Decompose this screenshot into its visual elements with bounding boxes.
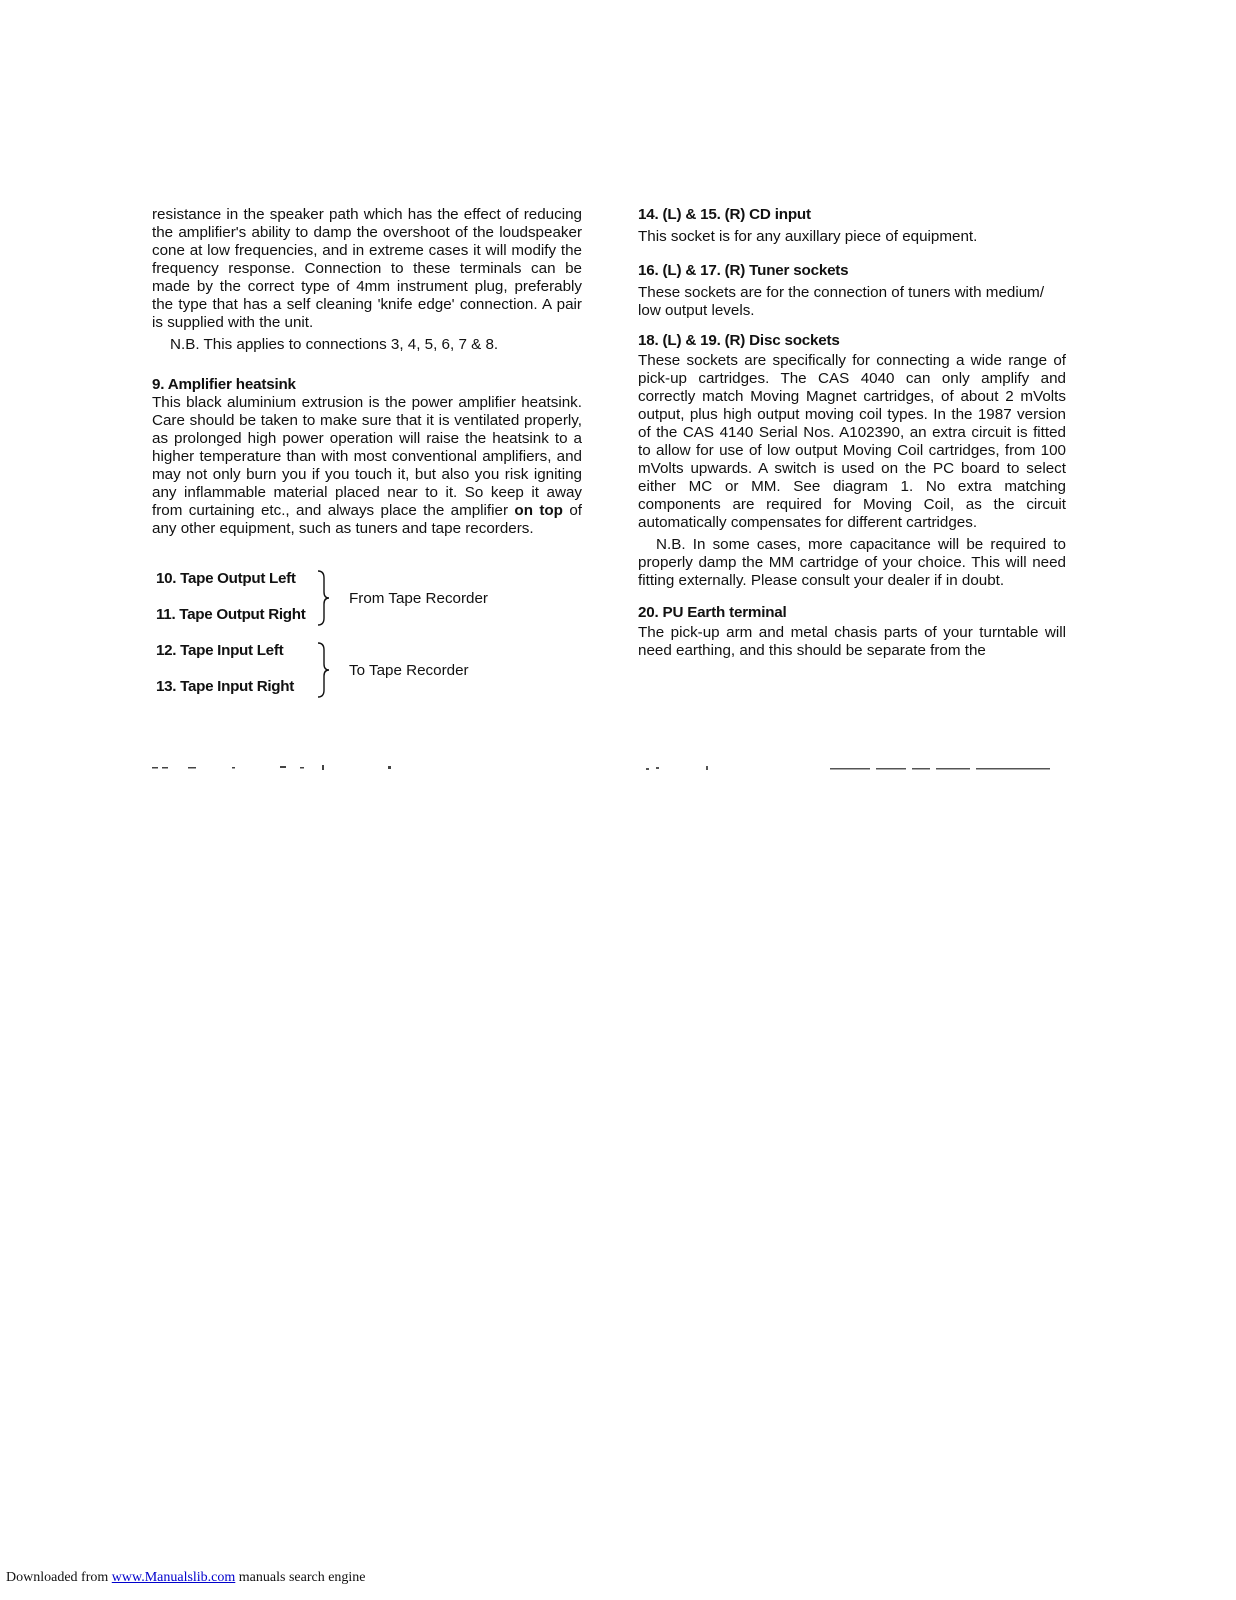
tape-input-brace — [316, 642, 330, 698]
section-14-body: This socket is for any auxillary piece of equipment. — [638, 228, 978, 245]
section-16-heading: 16. (L) & 17. (R) Tuner sockets — [638, 262, 849, 279]
footer-prefix: Downloaded from — [6, 1570, 109, 1585]
right-column — [638, 206, 1066, 660]
scan-artifact-right — [640, 764, 1056, 772]
nb-note-connections: N.B. This applies to connections 3, 4, 5, 6, 7 & 8. — [170, 336, 499, 353]
scan-artifact-left — [150, 764, 410, 772]
tape-input-description: To Tape Recorder — [349, 662, 469, 679]
manualslib-link[interactable]: www.Manualslib.com — [111, 1570, 236, 1585]
tape-input-block — [156, 642, 516, 700]
tape-output-left-label: 10. Tape Output Left — [156, 570, 296, 587]
section-18-nb-note: N.B. In some cases, more capacitance will be required to properly damp the MM cartridge of your choice. This will need fitting externally. Please consult your dealer if in doubt. — [638, 536, 1066, 589]
section-16-body: These sockets are for the connection of tuners with medium/ low output levels. — [638, 284, 1045, 319]
section-14-heading: 14. (L) & 15. (R) CD input — [638, 206, 811, 223]
section-9-body-bold: on top — [514, 502, 563, 519]
footer-suffix: manuals search engine — [238, 1570, 366, 1585]
tape-input-right-label: 13. Tape Input Right — [156, 678, 294, 695]
tape-output-brace — [316, 570, 330, 626]
download-footer — [6, 1570, 366, 1586]
tape-output-right-label: 11. Tape Output Right — [156, 606, 306, 623]
section-18-body: These sockets are specifically for connecting a wide range of pick-up cartridges. The CAS 4040 can only amplify and correctly match Moving Magnet cartridges, of about 2 mVolts output, plus high output moving coil types. In the 1987 version of the CAS 4140 Serial Nos. A102390, an extra circuit is fitted to allow for use of low output Moving Coil cartridges, from 100 mVolts upwards. A switch is used on the PC board to select either MC or MM. See diagram 1. No extra matching components are required for Moving Coil, as the circuit automatically compensates for different cartridges. — [638, 352, 1066, 531]
intro-paragraph: resistance in the speaker path which has the effect of reducing the amplifier's ability to damp the overshoot of the loudspeaker cone at low frequencies, and in extreme cases it will modify the frequency response. Connection to these terminals can be made by the correct type of 4mm instrument plug, preferably the type that has a self cleaning 'knife edge' connection. A pair is supplied with the unit. — [152, 206, 582, 331]
section-9-heading: 9. Amplifier heatsink — [152, 376, 296, 393]
section-9-body-before: This black aluminium extrusion is the power amplifier heatsink. Care should be taken to make sure that it is ventilated properly, as prolonged high power operation will raise the heatsink to a higher temperature than with most conventional amplifiers, and may not only burn you if you touch it, but also you risk igniting any inflammable material placed near to it. So keep it away from curtaining etc., and always place the amplifier — [152, 394, 582, 519]
left-column — [152, 206, 582, 538]
section-20-heading: 20. PU Earth terminal — [638, 604, 787, 621]
tape-output-description: From Tape Recorder — [349, 590, 488, 607]
section-20-body: The pick-up arm and metal chasis parts of your turntable will need earthing, and this should be separate from the — [638, 624, 1066, 659]
tape-output-block — [156, 570, 516, 628]
tape-input-left-label: 12. Tape Input Left — [156, 642, 284, 659]
section-9-body-after: of any other equipment, such as tuners and tape recorders. — [152, 502, 582, 537]
section-18-heading: 18. (L) & 19. (R) Disc sockets — [638, 332, 840, 349]
section-9-body — [152, 394, 582, 538]
